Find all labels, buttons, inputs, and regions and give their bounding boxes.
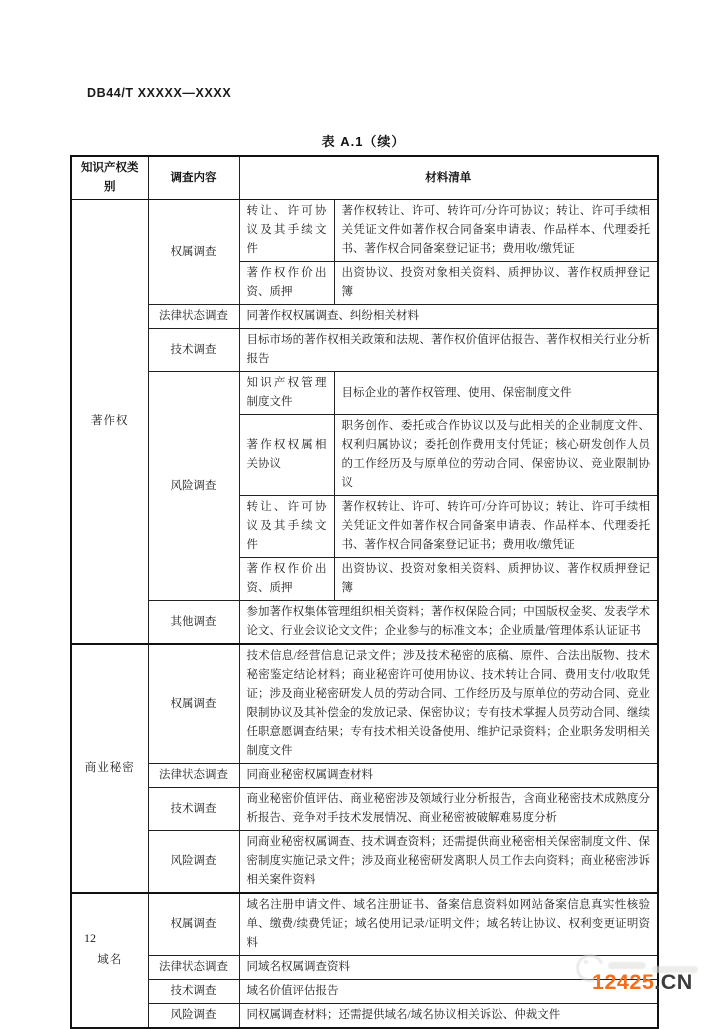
category-cell: 著作权 [71,200,148,645]
sub-item-cell: 转让、许可协议及其手续文件 [239,200,334,262]
materials-cell: 技术信息/经营信息记录文件；涉及技术秘密的底稿、原件、合法出版物、技术秘密鉴定结论材料；商业秘密许可使用协议、技术转让合同、费用支付/收取凭证；涉及商业秘密研发人员的劳动合同、工作经历及与原单位的劳动合同、竞业限制协议及其补偿金的发放记录、保密协议；专有技术掌握人员劳动合同、继续任职意愿调查结果；专有技术相关设备使用、维护记录资料；企业职务发明相关制度文件 [239,644,658,764]
materials-cell: 同商业秘密权属调查材料 [239,764,658,788]
materials-cell: 出资协议、投资对象相关资料、质押协议、著作权质押登记簿 [334,262,658,305]
category-cell: 商业秘密 [71,644,148,893]
watermark-brand-number: 12425 [592,970,655,994]
header-category: 知识产权类别 [71,156,148,200]
materials-cell: 同商业秘密权属调查、技术调查资料；还需提供商业秘密相关保密制度文件、保密制度实施记录文件；涉及商业秘密研发离职人员工作去向资料；商业秘密涉诉相关案件资料 [239,831,658,894]
materials-cell: 目标企业的著作权管理、使用、保密制度文件 [334,372,658,415]
sub-item-cell: 著作权作价出资、质押 [239,262,334,305]
table-row [71,893,658,956]
investigation-cell: 权属调查 [148,200,239,305]
table-row [71,372,658,415]
table-row [71,200,658,262]
sub-item-cell: 转让、许可协议及其手续文件 [239,496,334,558]
table-row [71,764,658,788]
investigation-cell: 法律状态调查 [148,764,239,788]
investigation-cell: 权属调查 [148,644,239,764]
investigation-cell: 风险调查 [148,1004,239,1029]
doc-number: DB44/T XXXXX—XXXX [87,86,232,100]
sub-item-cell: 知识产权管理制度文件 [239,372,334,415]
category-cell: 域名 [71,893,148,1028]
investigation-cell: 法律状态调查 [148,956,239,980]
investigation-cell: 风险调查 [148,372,239,601]
watermark-brand-tld: .CN [654,970,693,994]
materials-cell: 同权属调查材料；还需提供域名/域名协议相关诉讼、仲裁文件 [239,1004,658,1029]
header-investigation: 调查内容 [148,156,239,200]
materials-cell: 出资协议、投资对象相关资料、质押协议、著作权质押登记簿 [334,558,658,601]
materials-cell: 域名价值评估报告 [239,980,658,1004]
materials-cell: 著作权转让、许可、转许可/分许可协议；转让、许可手续相关凭证文件如著作权合同备案申请表、作品样本、代理委托书、著作权合同备案登记证书；费用收/缴凭证 [334,200,658,262]
table-title: 表 A.1（续） [321,134,406,149]
materials-checklist-table [70,155,659,1029]
investigation-cell: 其他调查 [148,601,239,645]
materials-cell: 著作权转让、许可、转许可/分许可协议；转让、许可手续相关凭证文件如著作权合同备案申请表、作品样本、代理委托书、著作权合同备案登记证书；费用收/缴凭证 [334,496,658,558]
investigation-cell: 技术调查 [148,788,239,831]
header-row [71,156,658,200]
investigation-cell: 权属调查 [148,893,239,956]
sub-item-cell: 著作权权属相关协议 [239,415,334,496]
materials-cell: 域名注册申请文件、域名注册证书、备案信息资料如网站备案信息真实性核验单、缴费/续费凭证；域名使用记录/证明文件；域名转让协议、权利变更证明资料 [239,893,658,956]
table-row [71,601,658,645]
investigation-cell: 技术调查 [148,980,239,1004]
table-row [71,831,658,894]
page-number: 12 [84,931,96,945]
table-row [71,329,658,372]
investigation-cell: 法律状态调查 [148,305,239,329]
header-materials: 材料清单 [239,156,658,200]
watermark-brand-text [592,970,693,995]
materials-cell: 同著作权权属调查、纠纷相关材料 [239,305,658,329]
investigation-cell: 风险调查 [148,831,239,894]
investigation-cell: 技术调查 [148,329,239,372]
table-row [71,305,658,329]
table-row [71,644,658,764]
materials-cell: 商业秘密价值评估、商业秘密涉及领域行业分析报告，含商业秘密技术成熟度分析报告、竞争对手技术发展情况、商业秘密被破解难易度分析 [239,788,658,831]
materials-cell: 同域名权属调查资料 [239,956,658,980]
sub-item-cell: 著作权作价出资、质押 [239,558,334,601]
materials-cell: 职务创作、委托或合作协议以及与此相关的企业制度文件、权利归属协议；委托创作费用支付凭证；核心研发创作人员的工作经历及与原单位的劳动合同、保密协议、竞业限制协议 [334,415,658,496]
table-row [71,788,658,831]
site-watermark [564,948,714,1008]
materials-cell: 参加著作权集体管理组织相关资料；著作权保险合同；中国版权金奖、发表学术论文、行业会议论文文件；企业参与的标准文本；企业质量/管理体系认证证书 [239,601,658,645]
materials-cell: 目标市场的著作权相关政策和法规、著作权价值评估报告、著作权相关行业分析报告 [239,329,658,372]
